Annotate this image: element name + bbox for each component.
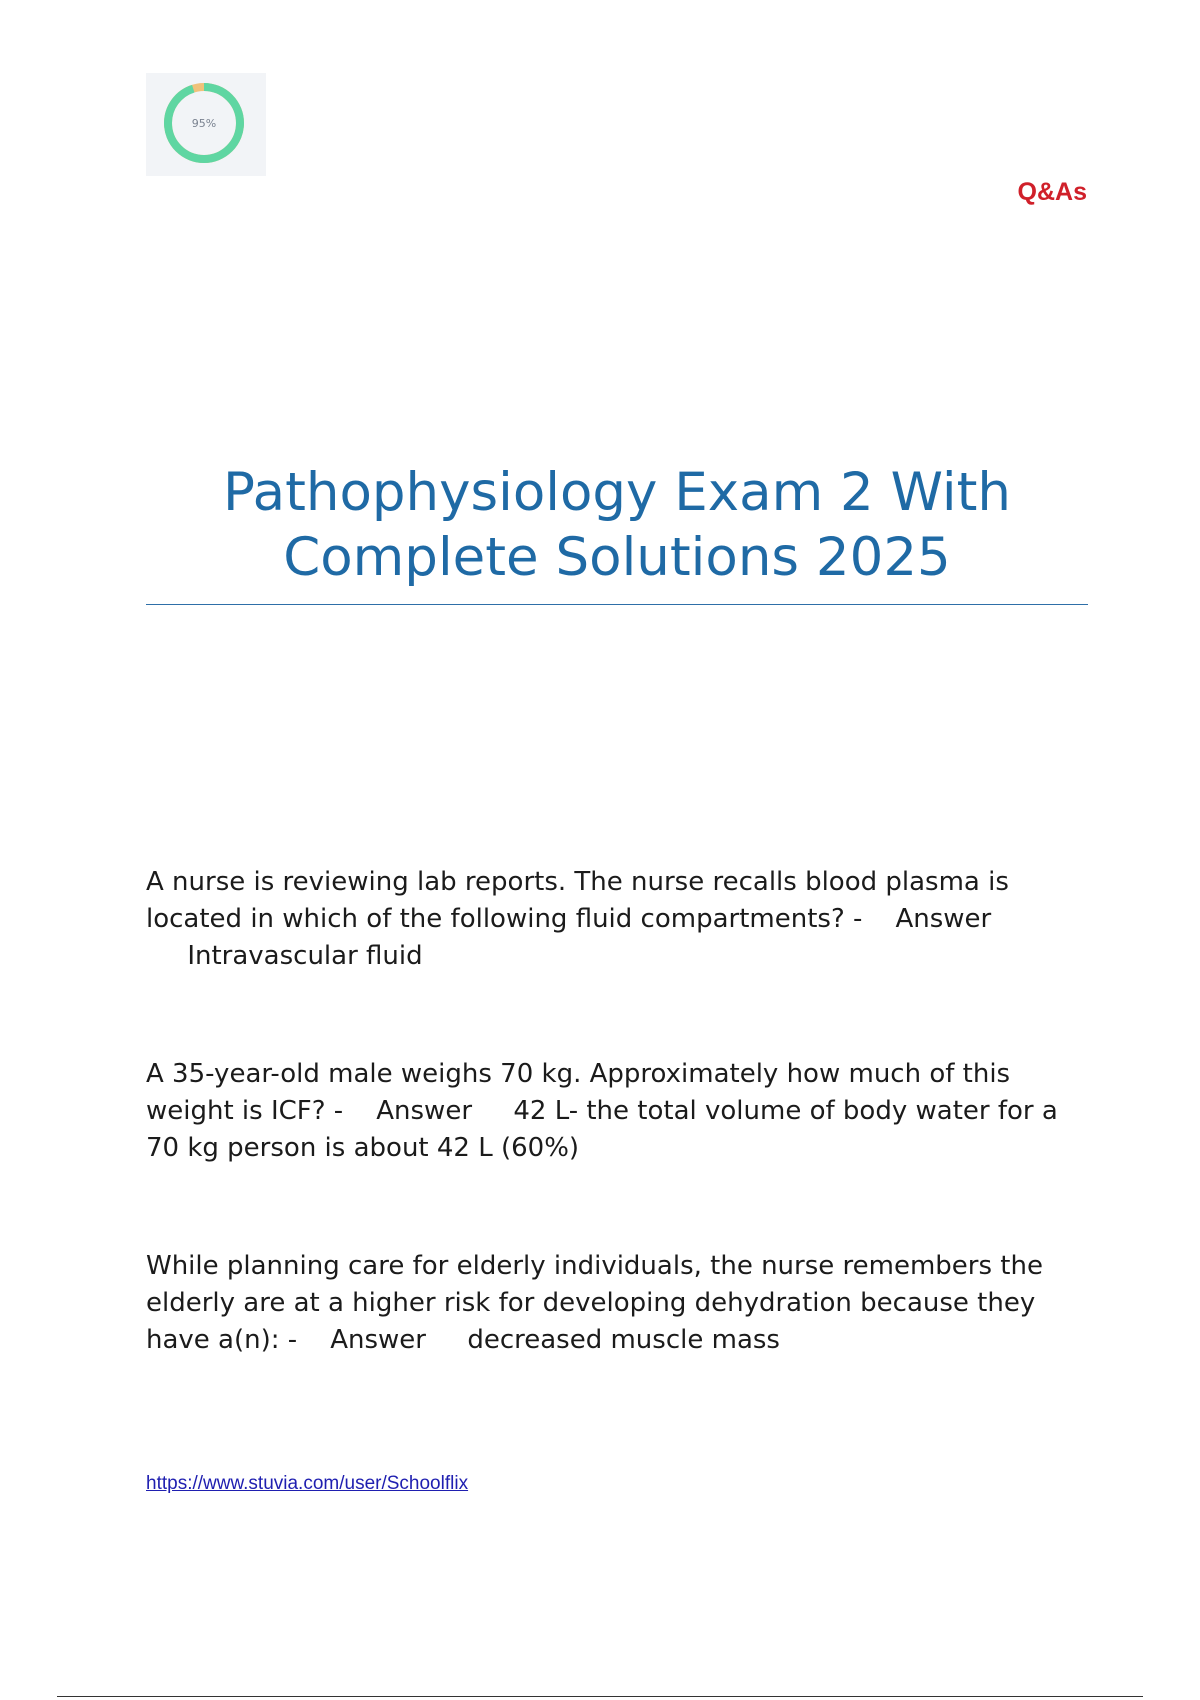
question-text: While planning care for elderly individuals, the nurse remembers the elderly are at a higher risk for developing dehydration because they have a(n): - bbox=[146, 1251, 1043, 1355]
score-label: 95% bbox=[191, 117, 217, 130]
score-ring-icon bbox=[146, 73, 266, 176]
footer-divider bbox=[57, 1696, 1143, 1697]
answer-label: Answer bbox=[895, 904, 992, 934]
source-link[interactable]: https://www.stuvia.com/user/Schoolflix bbox=[146, 1473, 469, 1494]
qa-item-1 bbox=[146, 864, 1096, 975]
title-divider bbox=[146, 604, 1088, 605]
title-line-1: Pathophysiology Exam 2 With bbox=[223, 462, 1011, 523]
score-badge bbox=[146, 73, 266, 176]
answer-text: Intravascular fluid bbox=[187, 941, 423, 971]
answer-label: Answer bbox=[330, 1325, 426, 1355]
qa-item-3 bbox=[146, 1248, 1096, 1359]
answer-text: 42 L- the total volume of body water for a 70 kg person is about 42 L (60%) bbox=[146, 1096, 1058, 1163]
title-line-2: Complete Solutions 2025 bbox=[283, 527, 951, 588]
document-title bbox=[146, 460, 1088, 590]
question-text: A 35-year-old male weighs 70 kg. Approximately how much of this weight is ICF? - bbox=[146, 1059, 1011, 1126]
answer-text: decreased muscle mass bbox=[467, 1325, 780, 1355]
answer-label: Answer bbox=[376, 1096, 473, 1126]
qa-item-2 bbox=[146, 1056, 1096, 1167]
question-text: A nurse is reviewing lab reports. The nurse recalls blood plasma is located in which of the following fluid compartments? - bbox=[146, 867, 1009, 934]
qa-tag: Q&As bbox=[1017, 178, 1087, 206]
